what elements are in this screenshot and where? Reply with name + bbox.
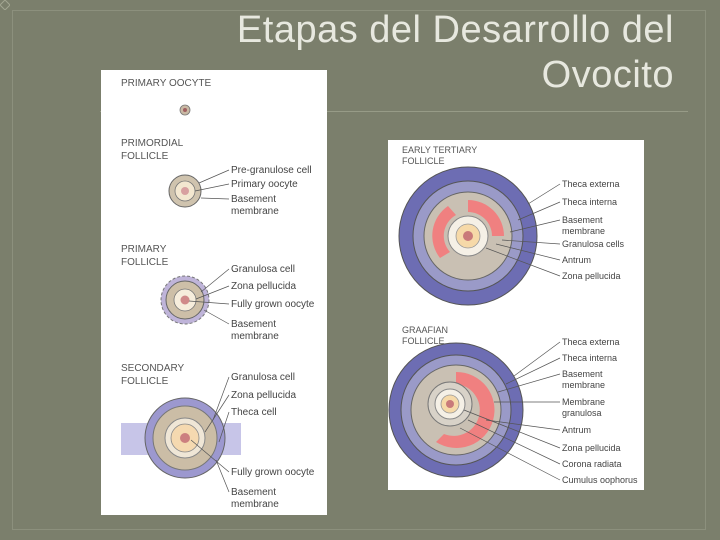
early-tertiary-label: Theca externa	[562, 179, 620, 189]
title-line-1: Etapas del Desarrollo del	[236, 9, 674, 51]
right-figure-drawing	[388, 140, 644, 490]
graafian-label: Cumulus oophorus	[562, 475, 638, 485]
secondary-follicle-drawing	[121, 398, 241, 478]
graafian-label: Membrane	[562, 397, 606, 407]
graafian-heading-1: GRAAFIAN	[402, 325, 449, 335]
early-tertiary-follicle-drawing	[399, 167, 537, 305]
secondary-label: Fully grown oocyte	[231, 467, 315, 478]
secondary-label: membrane	[231, 499, 279, 510]
primary-oocyte-drawing	[180, 105, 190, 115]
secondary-label: Basement	[231, 487, 277, 498]
secondary-heading-2: FOLLICLE	[121, 376, 169, 387]
primary-heading-2: FOLLICLE	[121, 257, 169, 268]
graafian-heading-2: FOLLICLE	[402, 336, 445, 346]
graafian-label: Theca interna	[562, 353, 618, 363]
graafian-label: Antrum	[562, 425, 592, 435]
primordial-label: Basement	[231, 194, 277, 205]
corner-mark-icon	[0, 0, 10, 10]
primary-label: membrane	[231, 331, 279, 342]
early-tertiary-label: Basement	[562, 215, 603, 225]
graafian-label: Basement	[562, 369, 603, 379]
primary-heading-1: PRIMARY	[121, 244, 167, 255]
primary-follicle-drawing	[161, 276, 209, 324]
graafian-label: Corona radiata	[562, 459, 622, 469]
secondary-label: Granulosa cell	[231, 372, 295, 383]
graafian-label: membrane	[562, 380, 606, 390]
early-tertiary-label: Antrum	[562, 255, 592, 265]
early-tertiary-label: Granulosa cells	[562, 239, 625, 249]
primordial-label: Pre-granulose cell	[231, 165, 312, 176]
graafian-follicle-drawing	[389, 343, 523, 477]
secondary-label: Zona pellucida	[231, 390, 297, 401]
primary-label: Granulosa cell	[231, 264, 295, 275]
graafian-label: granulosa	[562, 408, 602, 418]
primary-label: Fully grown oocyte	[231, 299, 315, 310]
early-tertiary-label: membrane	[562, 226, 606, 236]
primordial-label: Primary oocyte	[231, 179, 298, 190]
primary-label: Basement	[231, 319, 277, 330]
primordial-heading-1: PRIMORDIAL	[121, 138, 184, 149]
secondary-heading-1: SECONDARY	[121, 363, 185, 374]
early-tertiary-heading-1: EARLY TERTIARY	[402, 145, 478, 155]
graafian-label: Theca externa	[562, 337, 620, 347]
primary-oocyte-heading: PRIMARY OOCYTE	[121, 78, 212, 89]
graafian-label: Zona pellucida	[562, 443, 621, 453]
early-tertiary-label: Zona pellucida	[562, 271, 621, 281]
left-figure-panel	[101, 70, 327, 515]
early-tertiary-label: Theca interna	[562, 197, 618, 207]
primordial-label: membrane	[231, 206, 279, 217]
left-figure-drawing	[101, 70, 327, 515]
secondary-label: Theca cell	[231, 407, 277, 418]
primary-label: Zona pellucida	[231, 281, 297, 292]
title-line-2: Ovocito	[541, 54, 674, 96]
early-tertiary-heading-2: FOLLICLE	[402, 156, 445, 166]
primordial-heading-2: FOLLICLE	[121, 151, 169, 162]
right-figure-panel	[388, 140, 644, 490]
